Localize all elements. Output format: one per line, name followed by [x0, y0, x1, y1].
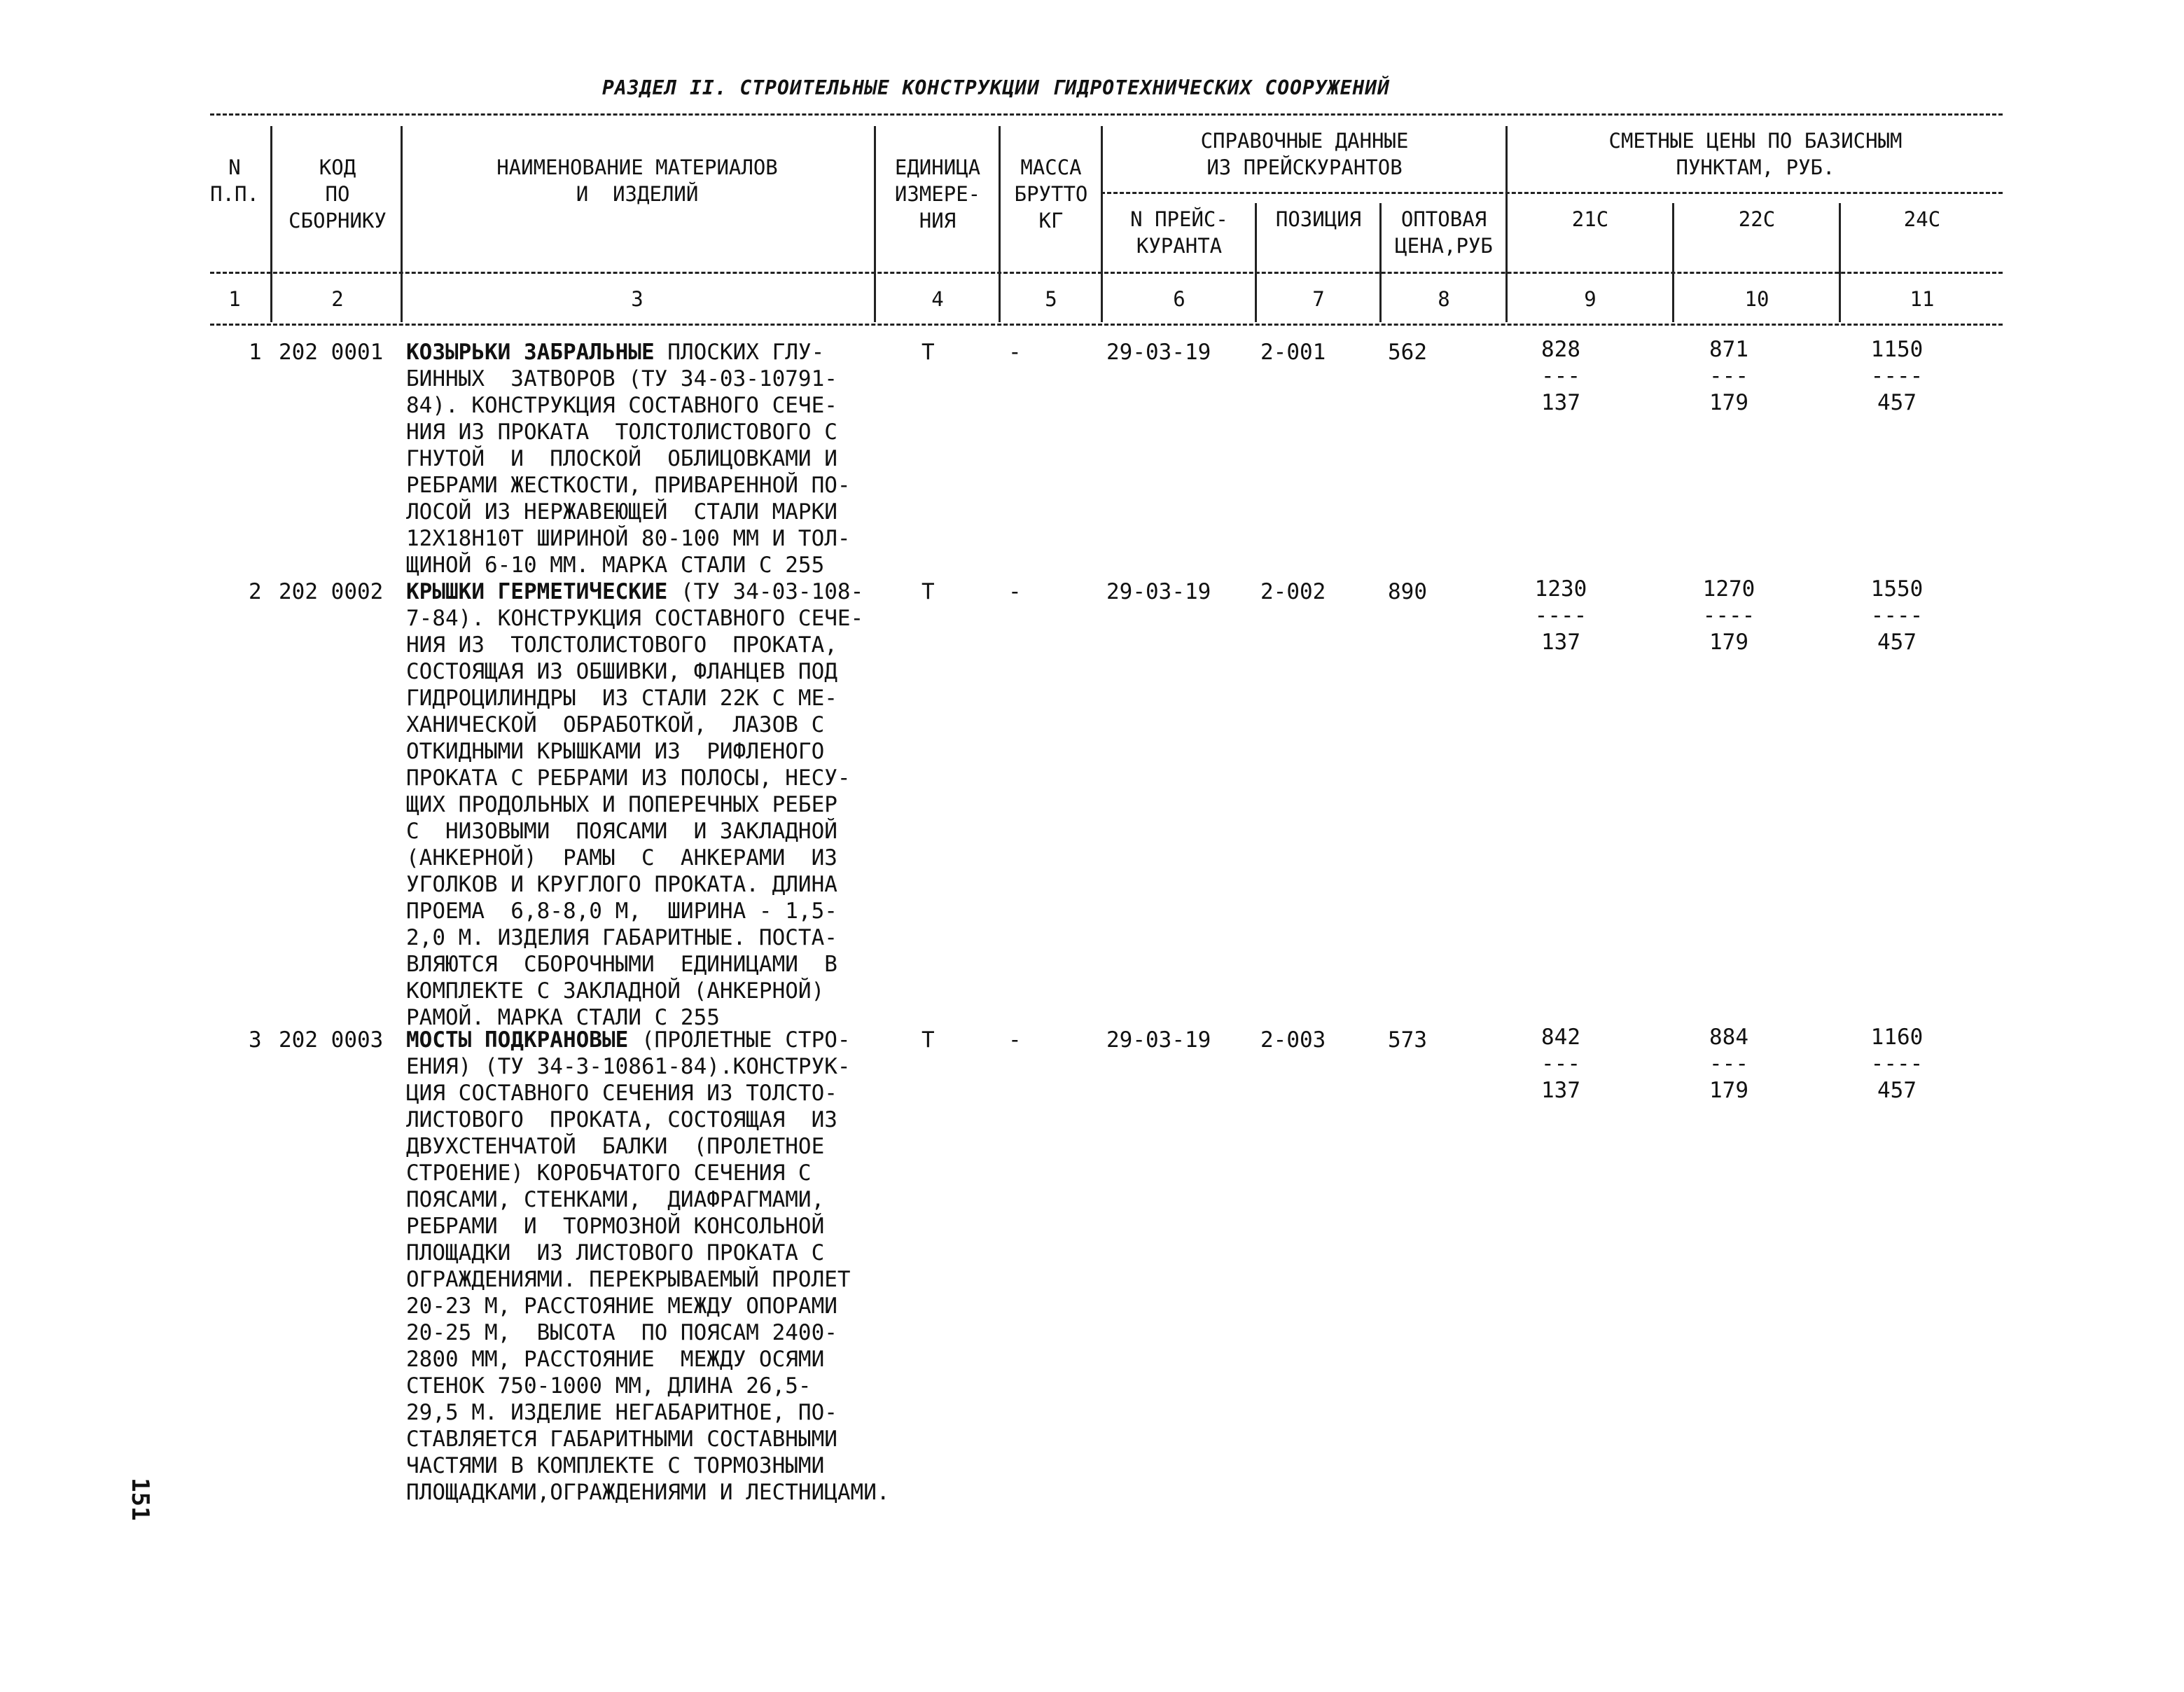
row-position: 2-002 — [1260, 579, 1326, 604]
header-col-3: НАИМЕНОВАНИЕ МАТЕРИАЛОВ И ИЗДЕЛИЙ — [496, 155, 778, 206]
row-number: 1 — [249, 340, 262, 365]
row-number: 3 — [249, 1027, 262, 1053]
row-description — [406, 578, 863, 1031]
col-separator — [270, 126, 272, 322]
col-number: 9 — [1584, 287, 1597, 311]
row-position: 2-003 — [1260, 1027, 1326, 1053]
col-separator — [1505, 126, 1508, 322]
price-21c: 828 --- 137 — [1541, 337, 1580, 415]
row-wholesale: 573 — [1388, 1027, 1427, 1053]
row-wholesale: 890 — [1388, 579, 1427, 604]
row-name-bold: МОСТЫ ПОДКРАНОВЫЕ — [406, 1027, 629, 1053]
row-name-bold: КОЗЫРЬКИ ЗАБРАЛЬНЫЕ — [406, 340, 655, 365]
col-number: 7 — [1312, 287, 1325, 311]
col-separator — [1255, 203, 1257, 322]
page-number: 151 — [126, 1478, 154, 1521]
col-separator — [1379, 203, 1382, 322]
row-description — [406, 1027, 890, 1506]
col-separator — [874, 126, 876, 322]
col-separator — [1101, 126, 1103, 322]
header-col-7: ПОЗИЦИЯ — [1275, 207, 1362, 231]
price-22c: 871 --- 179 — [1709, 337, 1748, 415]
row-description — [406, 339, 851, 578]
col-separator — [1672, 203, 1674, 322]
table-body-rule — [210, 324, 2003, 326]
col-number: 8 — [1438, 287, 1450, 311]
header-col-11: 24С — [1903, 207, 1941, 231]
row-name-rest: (ТУ 34-03-108- 7-84). КОНСТРУКЦИЯ СОСТАВНОГО СЕЧЕ- НИЯ ИЗ ТОЛСТОЛИСТОВОГО ПРОКАТА, СОСТОЯЩАЯ ИЗ ОБШИВКИ, ФЛАНЦЕВ ПОД ГИДРОЦИЛИНДРЫ ИЗ СТАЛИ 22К С МЕ- ХАНИЧЕСКОЙ ОБРАБОТКОЙ, ЛАЗОВ С ОТКИДНЫМИ КРЫШКАМИ ИЗ РИФЛЕНОГО ПРОКАТА С РЕБРАМИ ИЗ ПОЛОСЫ, НЕСУ- ЩИХ ПРОДОЛЬНЫХ И ПОПЕРЕЧНЫХ РЕБЕР С НИЗОВЫМИ ПОЯСАМИ И ЗАКЛАДНОЙ (АНКЕРНОЙ) РАМЫ С АНКЕРАМИ ИЗ УГОЛКОВ И КРУГЛОГО ПРОКАТА. ДЛИНА ПРОЕМА 6,8-8,0 М, ШИРИНА - 1,5- 2,0 М. ИЗДЕЛИЯ ГАБАРИТНЫЕ. ПОСТА- ВЛЯЮТСЯ СБОРОЧНЫМИ ЕДИНИЦАМИ В КОМПЛЕКТЕ С ЗАКЛАДНОЙ (АНКЕРНОЙ) РАМОЙ. МАРКА СТАЛИ С 255 — [406, 579, 864, 1030]
row-unit: Т — [921, 579, 935, 604]
section-title: РАЗДЕЛ II. СТРОИТЕЛЬНЫЕ КОНСТРУКЦИИ ГИДРОТЕХНИЧЕСКИХ СООРУЖЕНИЙ — [602, 76, 1391, 99]
row-unit: Т — [921, 340, 935, 365]
row-pricelist: 29-03-19 — [1106, 579, 1211, 604]
header-col-8: ОПТОВАЯ ЦЕНА,РУБ — [1395, 207, 1493, 258]
col-number: 6 — [1173, 287, 1185, 311]
row-name-rest: ПЛОСКИХ ГЛУ- БИННЫХ ЗАТВОРОВ (ТУ 34-03-10791- 84). КОНСТРУКЦИЯ СОСТАВНОГО СЕЧЕ- НИЯ ИЗ ПРОКАТА ТОЛСТОЛИСТОВОГО С ГНУТОЙ И ПЛОСКОЙ ОБЛИЦОВКАМИ И РЕБРАМИ ЖЕСТКОСТИ, ПРИВАРЕННОЙ ПО- ЛОСОЙ ИЗ НЕРЖАВЕЮЩЕЙ СТАЛИ МАРКИ 12Х18Н10Т ШИРИНОЙ 80-100 ММ И ТОЛ- ЩИНОЙ 6-10 ММ. МАРКА СТАЛИ С 255 — [406, 340, 851, 578]
header-col-5: МАССА БРУТТО КГ — [1014, 155, 1088, 233]
row-name-rest: (ПРОЛЕТНЫЕ СТРО- ЕНИЯ) (ТУ 34-3-10861-84).КОНСТРУК- ЦИЯ СОСТАВНОГО СЕЧЕНИЯ ИЗ ТОЛСТО- ЛИСТОВОГО ПРОКАТА, СОСТОЯЩАЯ ИЗ ДВУХСТЕНЧАТОЙ БАЛКИ (ПРОЛЕТНОЕ СТРОЕНИЕ) КОРОБЧАТОГО СЕЧЕНИЯ С ПОЯСАМИ, СТЕНКАМИ, ДИАФРАГМАМИ, РЕБРАМИ И ТОРМОЗНОЙ КОНСОЛЬНОЙ ПЛОЩАДКИ ИЗ ЛИСТОВОГО ПРОКАТА С ОГРАЖДЕНИЯМИ. ПЕРЕКРЫВАЕМЫЙ ПРОЛЕТ 20-23 М, РАССТОЯНИЕ МЕЖДУ ОПОРАМИ 20-25 М, ВЫСОТА ПО ПОЯСАМ 2400- 2800 ММ, РАССТОЯНИЕ МЕЖДУ ОСЯМИ СТЕНОК 750-1000 ММ, ДЛИНА 26,5- 29,5 М. ИЗДЕЛИЕ НЕГАБАРИТНОЕ, ПО- СТАВЛЯЕТСЯ ГАБАРИТНЫМИ СОСТАВНЫМИ ЧАСТЯМИ В КОМПЛЕКТЕ С ТОРМОЗНЫМИ ПЛОЩАДКАМИ,ОГРАЖДЕНИЯМИ И ЛЕСТНИЦАМИ. — [406, 1027, 890, 1505]
col-number: 1 — [228, 287, 241, 311]
row-number: 2 — [249, 579, 262, 604]
row-pricelist: 29-03-19 — [1106, 1027, 1211, 1053]
col-number: 3 — [631, 287, 644, 311]
price-21c: 842 --- 137 — [1541, 1025, 1580, 1103]
header-col-4: ЕДИНИЦА ИЗМЕРЕ- НИЯ — [894, 155, 981, 233]
row-unit: Т — [921, 1027, 935, 1053]
header-col-1: N П.П. — [210, 155, 259, 206]
header-col-9: 21С — [1571, 207, 1609, 231]
header-sub-rule — [1101, 192, 2003, 194]
col-number: 10 — [1744, 287, 1769, 311]
price-21c: 1230 ---- 137 — [1534, 576, 1587, 655]
row-code: 202 0003 — [279, 1027, 384, 1053]
col-number: 4 — [931, 287, 944, 311]
col-number: 2 — [331, 287, 344, 311]
header-price-group: СМЕТНЫЕ ЦЕНЫ ПО БАЗИСНЫМ ПУНКТАМ, РУБ. — [1608, 129, 1903, 179]
header-col-2: КОД ПО СБОРНИКУ — [288, 155, 387, 233]
col-separator — [1839, 203, 1841, 322]
col-number: 11 — [1910, 287, 1935, 311]
header-top-rule — [210, 113, 2003, 116]
col-separator — [401, 126, 403, 322]
price-22c: 884 --- 179 — [1709, 1025, 1748, 1103]
row-position: 2-001 — [1260, 340, 1326, 365]
row-code: 202 0001 — [279, 340, 384, 365]
row-mass: - — [1008, 579, 1022, 604]
col-number: 5 — [1045, 287, 1057, 311]
header-bottom-rule — [210, 272, 2003, 274]
header-reference-group: СПРАВОЧНЫЕ ДАННЫЕ ИЗ ПРЕЙСКУРАНТОВ — [1200, 129, 1409, 179]
price-22c: 1270 ---- 179 — [1702, 576, 1755, 655]
row-pricelist: 29-03-19 — [1106, 340, 1211, 365]
col-separator — [999, 126, 1001, 322]
row-code: 202 0002 — [279, 579, 384, 604]
row-mass: - — [1008, 340, 1022, 365]
price-24c: 1160 ---- 457 — [1870, 1025, 1924, 1103]
row-mass: - — [1008, 1027, 1022, 1053]
price-24c: 1150 ---- 457 — [1870, 337, 1924, 415]
price-24c: 1550 ---- 457 — [1870, 576, 1924, 655]
header-col-6: N ПРЕЙС- КУРАНТА — [1130, 207, 1228, 258]
header-col-10: 22С — [1738, 207, 1776, 231]
row-name-bold: КРЫШКИ ГЕРМЕТИЧЕСКИЕ — [406, 579, 668, 604]
row-wholesale: 562 — [1388, 340, 1427, 365]
